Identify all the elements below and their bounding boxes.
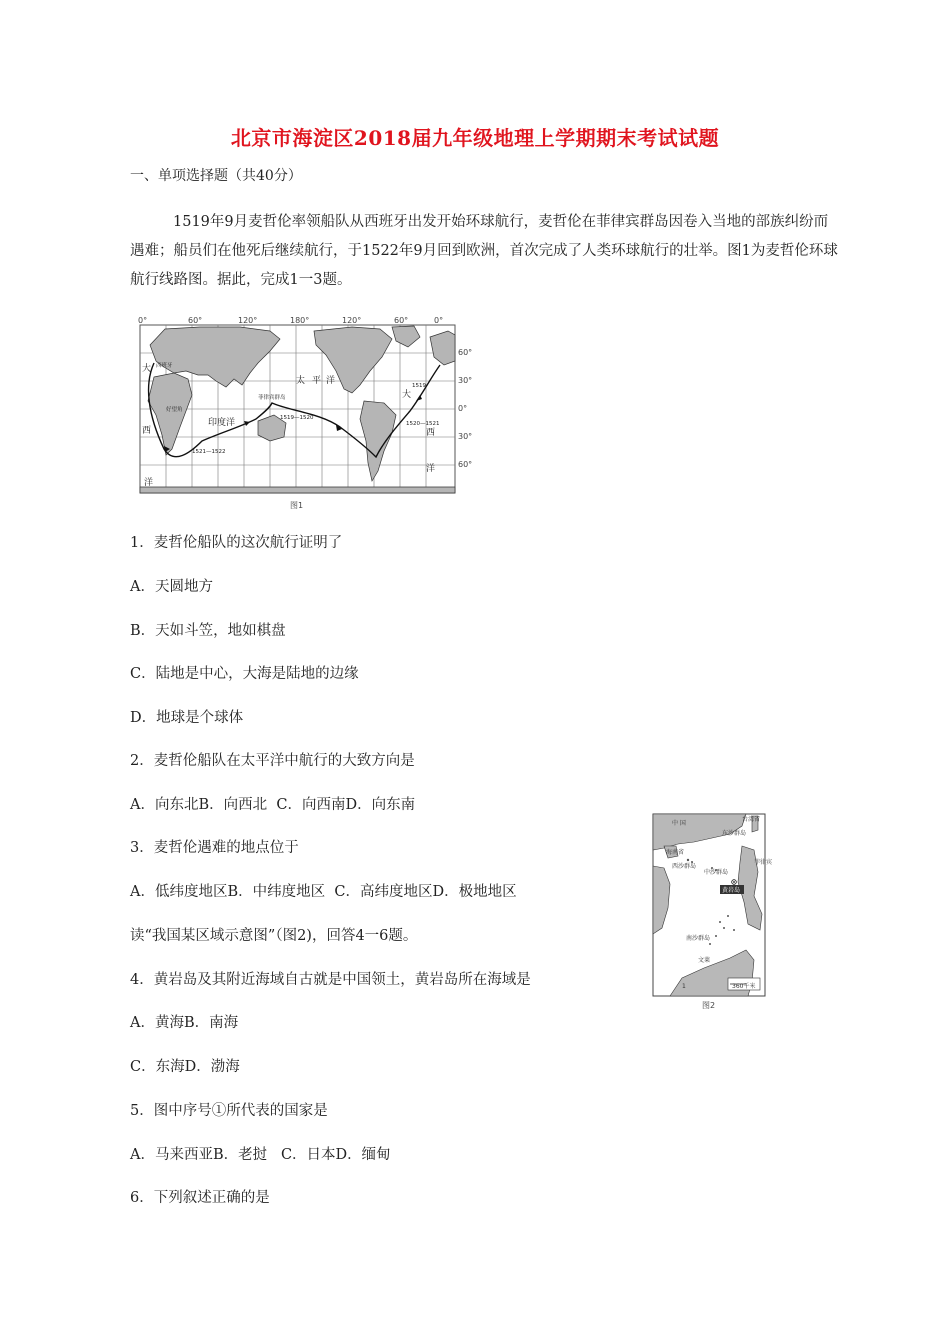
lon-label: 120° [342,316,362,325]
option: D．地球是个球体 [130,710,244,726]
option: B．天如斗笠，地如棋盘 [130,623,286,639]
zhongsha-label: 中沙群岛 [704,869,729,876]
world-map-svg [130,315,475,515]
question-2-stem: 2．麦哲伦船队在太平洋中航行的大致方向是 [130,753,415,769]
option: A．黄海B．南海 [130,1015,239,1031]
atlantic-west-label-2: 西 [142,426,152,436]
nansha-label: 南沙群岛 [686,935,711,942]
document-title: 北京市海淀区2018届九年级地理上学期期末考试试题 [230,126,720,150]
question-3-stem: 3．麦哲伦遇难的地点位于 [130,840,299,856]
question-4-stem: 4．黄岩岛及其附近海域自古就是中国领土，黄岩岛所在海域是 [130,972,531,988]
option: C．陆地是中心，大海是陆地的边缘 [130,666,359,682]
figure-1-world-route-map [130,315,475,515]
taiwan-label: 台湾省 [742,816,761,823]
section-heading: 一、单项选择题（共40分） [130,168,302,184]
option: A．向东北B．向西北 C．向西南D．向东南 [130,797,416,813]
antarctica-shape [140,487,455,493]
indian-ocean-label: 印度洋 [208,418,236,428]
huangyan-label: 黄岩岛 [722,887,741,894]
atlantic-east-label-2: 西 [426,428,436,438]
pacific-label-1: 太 [296,376,306,386]
lat-label: 30° [458,376,473,385]
spain-label: 西班牙 [156,363,173,369]
lon-label: 120° [238,316,258,325]
question-1-stem: 1．麦哲伦船队的这次航行证明了 [130,535,343,551]
dongsha-label: 东沙群岛 [722,830,747,837]
lat-label: 60° [458,348,473,357]
read-instruction: 读“我国某区域示意图”（图2)，回答4一6题。 [130,928,418,944]
lon-label: 60° [394,316,409,325]
hainan-label: 海南省 [666,849,685,856]
lat-label: 0° [458,404,468,413]
option: A．天圆地方 [130,579,213,595]
scale-label: 360千米 [732,983,756,990]
option: A．马来西亚B．老挝 C．日本D．缅甸 [130,1147,391,1163]
option: A．低纬度地区B．中纬度地区 C．高纬度地区D．极地地区 [130,884,517,900]
year-label: 1519—1520 [280,415,314,421]
atlantic-east-label-1: 大 [402,390,412,400]
pacific-label-2: 平 [312,376,322,386]
lon-label: 60° [188,316,203,325]
figure-2-caption: 图2 [702,1001,716,1010]
figure-1-caption: 图1 [290,501,304,510]
year-label: 1520—1521 [406,421,440,427]
intro-paragraph: 1519年9月麦哲伦率领船队从西班牙出发开始环球航行，麦哲伦在菲律宾群岛因卷入当地的部族纠纷而遇难；船员们在他死后继续航行，于1522年9月回到欧洲，首次完成了人类环球航行的壮举。图1为麦哲伦环球航行线路图。据此，完成1一3题。 [130,214,838,288]
xisha-label: 西沙群岛 [672,863,697,870]
china-label: 中 国 [672,820,686,827]
figure-2-region-map [650,812,773,1017]
year-label: 1521—1522 [192,449,226,455]
philippines-label: 菲律宾群岛 [258,395,286,401]
option: C．东海D．渤海 [130,1059,240,1075]
region-map-svg [650,812,773,1017]
cape-label: 好望角 [166,407,183,413]
brunei-label: 文莱 [698,957,711,964]
atlantic-west-label-1: 大 [142,364,152,374]
question-5-stem: 5．图中序号①所代表的国家是 [130,1103,328,1119]
year-label: 1519 [412,383,426,389]
lon-label: 0° [434,316,444,325]
atlantic-east-label-3: 洋 [426,464,436,474]
marker-1-label: 1 [682,983,686,990]
lat-label: 60° [458,460,473,469]
pacific-label-3: 洋 [326,376,336,386]
philippines-label: 菲律宾 [754,859,773,866]
lon-label: 180° [290,316,310,325]
lat-label: 30° [458,432,473,441]
question-6-stem: 6．下列叙述正确的是 [130,1190,270,1206]
lon-label: 0° [138,316,148,325]
atlantic-west-label-3: 洋 [144,478,154,488]
